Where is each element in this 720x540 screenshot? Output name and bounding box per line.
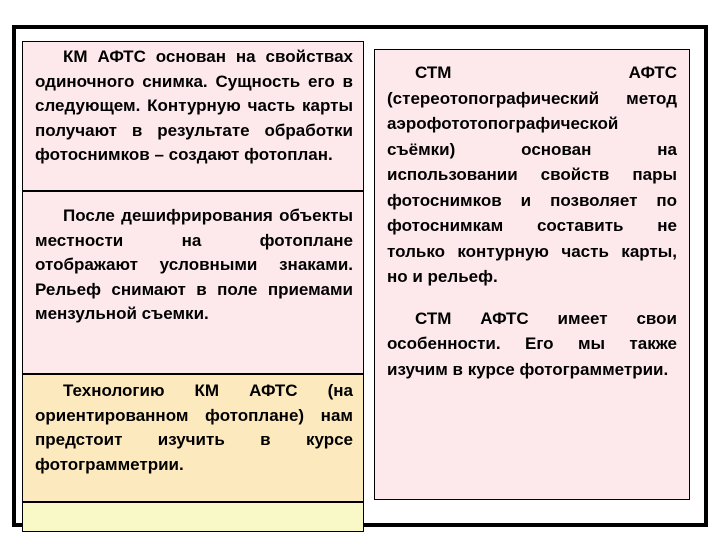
- km-method-text: КМ АФТС основан на свойствах одиночного снимка. Сущность его в следующем. Контурную часть карты получают в результате обработки фотоснимков – создают фотоплан.: [35, 47, 353, 164]
- slide-frame: [12, 25, 708, 527]
- technology-panel: [22, 374, 364, 502]
- stm-method-panel: [374, 49, 690, 500]
- footer-strip: [22, 502, 364, 532]
- stm-features-text: СТМ АФТС имеет свои особенности. Его мы также изучим в курсе фотограмметрии.: [387, 308, 677, 379]
- km-method-panel: [22, 41, 364, 191]
- decoding-panel: [22, 191, 364, 374]
- stm-method-text: СТМ АФТС (стереотопографический метод аэрофототопографической съёмки) основан на использовании свойств пары фотоснимков и позволяет по фотоснимкам составить не только контурную часть карты, но и рельеф.: [387, 63, 677, 286]
- decoding-text: После дешифрирования объекты местности на фотоплане отображают условными знаками. Рельеф снимают в поле приемами мензульной съемки.: [35, 206, 353, 323]
- technology-text: Технологию КМ АФТС (на ориентированном фотоплане) нам предстоит изучить в курсе фотограмметрии.: [35, 381, 353, 474]
